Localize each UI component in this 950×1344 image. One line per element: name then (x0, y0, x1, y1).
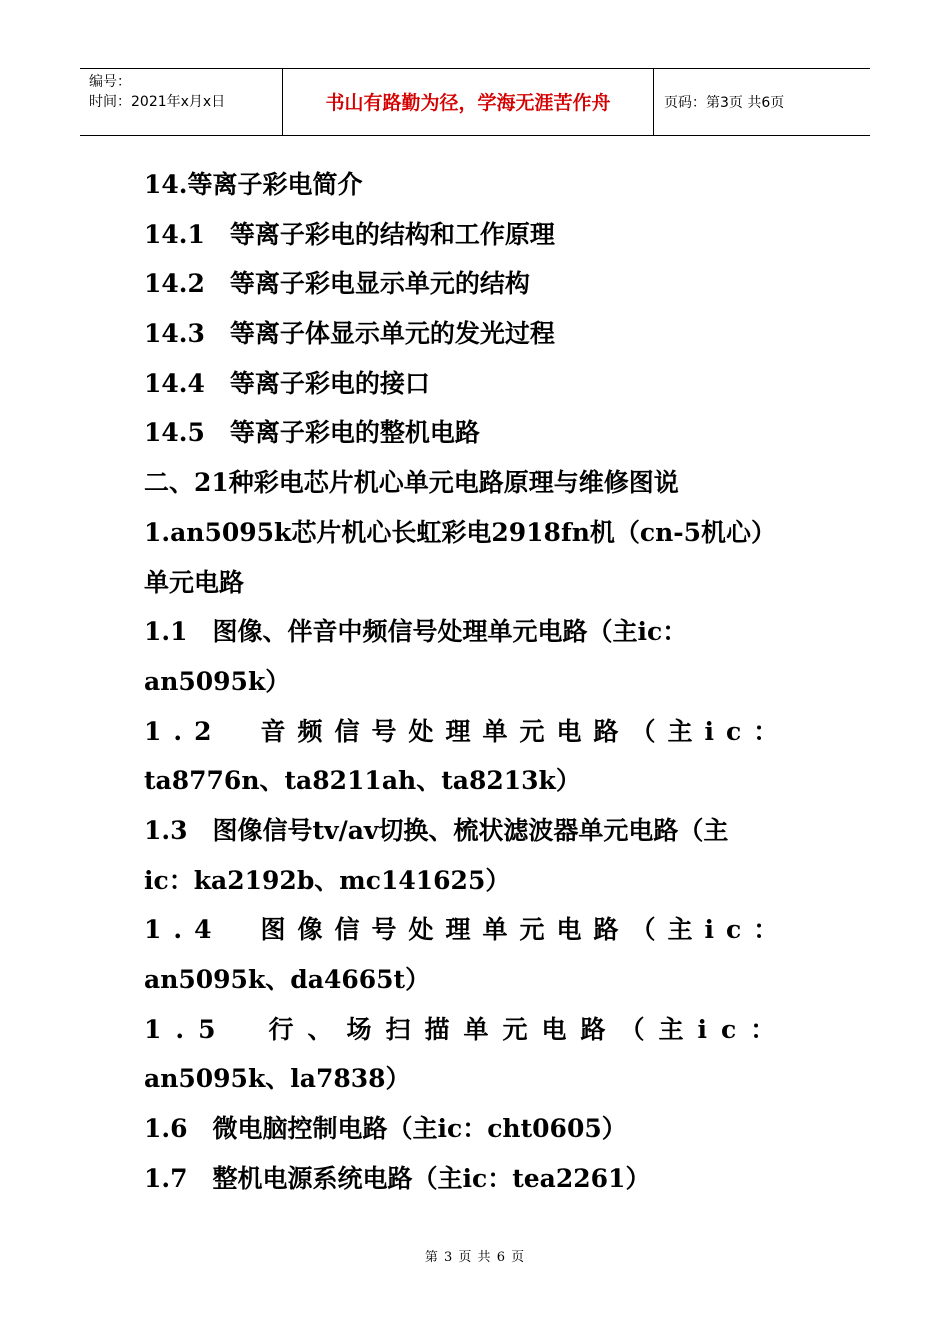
toc-line-1-1 (144, 607, 806, 657)
toc-line-14: 14.等离子彩电简介 (144, 170, 363, 199)
document-time-label: 时间：2021年x月x日 (89, 94, 226, 110)
toc-line-1-1-text: 1.1 图像、伴音中频信号处理单元电路（主ic： (144, 617, 688, 647)
toc-line-1-cont: 单元电路 (144, 567, 245, 597)
toc-line-1-5-cont: an5095k、la7838） (144, 1064, 411, 1094)
toc-line-1: 1.an5095k芯片机心长虹彩电2918fn机（cn-5机心） (144, 517, 777, 547)
section-heading-2: 二、21种彩电芯片机心单元电路原理与维修图说 (144, 468, 679, 498)
document-body (144, 160, 806, 1203)
toc-line-1-3: 1.3 图像信号tv/av切换、梳状滤波器单元电路（主 (144, 815, 729, 845)
toc-line-1-3-cont: ic：ka2192b、mc141625） (144, 865, 511, 895)
toc-line-14-5: 14.5 等离子彩电的整机电路 (144, 418, 480, 448)
toc-line-1-1-cont: an5095k） (144, 666, 291, 696)
toc-line-14-2: 14.2 等离子彩电显示单元的结构 (144, 269, 530, 299)
toc-line-1-6: 1.6 微电脑控制电路（主ic：cht0605） (144, 1114, 627, 1144)
header-page-info: 页码：第3页 共6页 (664, 95, 785, 111)
toc-line-14-3: 14.3 等离子体显示单元的发光过程 (144, 319, 555, 349)
toc-line-1-4-cont: an5095k、da4665t） (144, 965, 431, 994)
toc-line-1-5: 1.5 行、场扫描单元电路（主ic： (144, 1014, 790, 1044)
header-meta-cell (80, 69, 282, 135)
toc-line-1-2-cont: ta8776n、ta8211ah、ta8213k） (144, 766, 581, 796)
toc-line-14-1: 14.1 等离子彩电的结构和工作原理 (144, 219, 555, 249)
toc-line-1-7: 1.7 整机电源系统电路（主ic：tea2261） (144, 1163, 651, 1193)
toc-line-1-4: 1.4 图像信号处理单元电路（主ic： (144, 915, 791, 945)
document-number-label: 编号： (89, 74, 131, 90)
toc-line-1-2: 1.2 音频信号处理单元电路（主ic： (144, 716, 791, 746)
toc-line-14-4: 14.4 等离子彩电的接口 (144, 368, 430, 398)
page-header (80, 68, 870, 136)
header-motto: 书山有路勤为径，学海无涯苦作舟 (282, 69, 654, 135)
page-footer: 第 3 页 共 6 页 (424, 1250, 526, 1265)
